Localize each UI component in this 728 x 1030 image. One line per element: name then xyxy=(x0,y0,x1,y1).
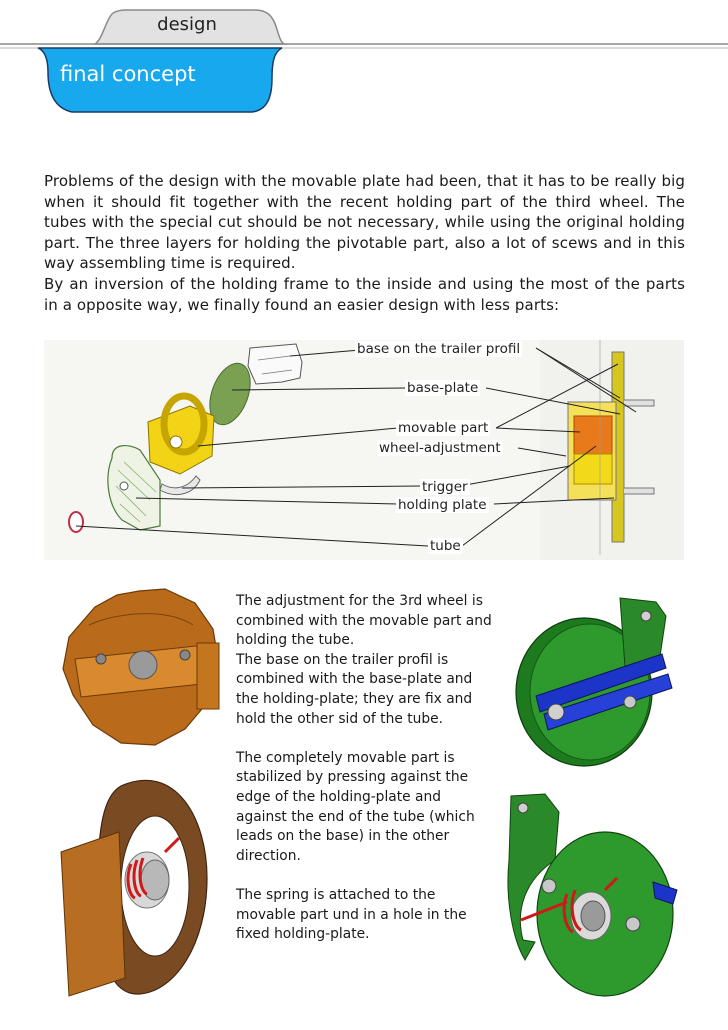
intro-text xyxy=(44,171,685,315)
label-base-on-trailer: base on the trailer profil xyxy=(357,341,521,357)
intro-paragraph: By an inversion of the holding frame to the inside and using the most of the parts in a opposite way, we finally found an easier design with less parts: xyxy=(44,274,685,314)
label-wheel-adjustment: wheel-adjustment xyxy=(379,440,501,456)
description-paragraph: The completely movable part is stabilized by pressing against the edge of the holding-plate and against the end of the tube (which leads on the base) in the other direction. xyxy=(236,749,475,864)
description-text xyxy=(236,592,496,945)
exploded-view-diagram xyxy=(0,330,728,570)
label-movable-part: movable part xyxy=(398,420,489,436)
label-holding-plate: holding plate xyxy=(398,497,487,513)
label-tube: tube xyxy=(430,538,461,554)
intro-paragraph: Problems of the design with the movable plate had been, that it has to be really big when it should fit together with the recent holding part of the third wheel. The tubes with the special cut should be not necessary, while using the original holding part. The three layers for holding the pivotable part, also a lot of scews and in this way assembling time is required. xyxy=(44,172,685,273)
description-paragraph: The base on the trailer profil is combined with the base-plate and the holding-plate; they are fix and hold the other sid of the tube. xyxy=(236,651,473,727)
label-base-plate: base-plate xyxy=(407,380,479,396)
design-tab-label: design xyxy=(157,14,217,35)
section-title: final concept xyxy=(60,62,196,86)
render-holding-part-spring xyxy=(55,768,230,1008)
tube-sketch xyxy=(69,512,83,532)
render-assembly-with-spring xyxy=(505,790,690,1012)
render-holding-part-front xyxy=(55,585,230,755)
description-paragraph: The adjustment for the 3rd wheel is combined with the movable part and holding the tube. xyxy=(236,593,492,649)
description-paragraph: The spring is attached to the movable part und in a hole in the fixed holding-plate. xyxy=(236,886,467,943)
render-base-plate-assembly xyxy=(500,592,690,770)
label-trigger: trigger xyxy=(422,479,468,495)
base-bracket-sketch xyxy=(248,344,302,384)
